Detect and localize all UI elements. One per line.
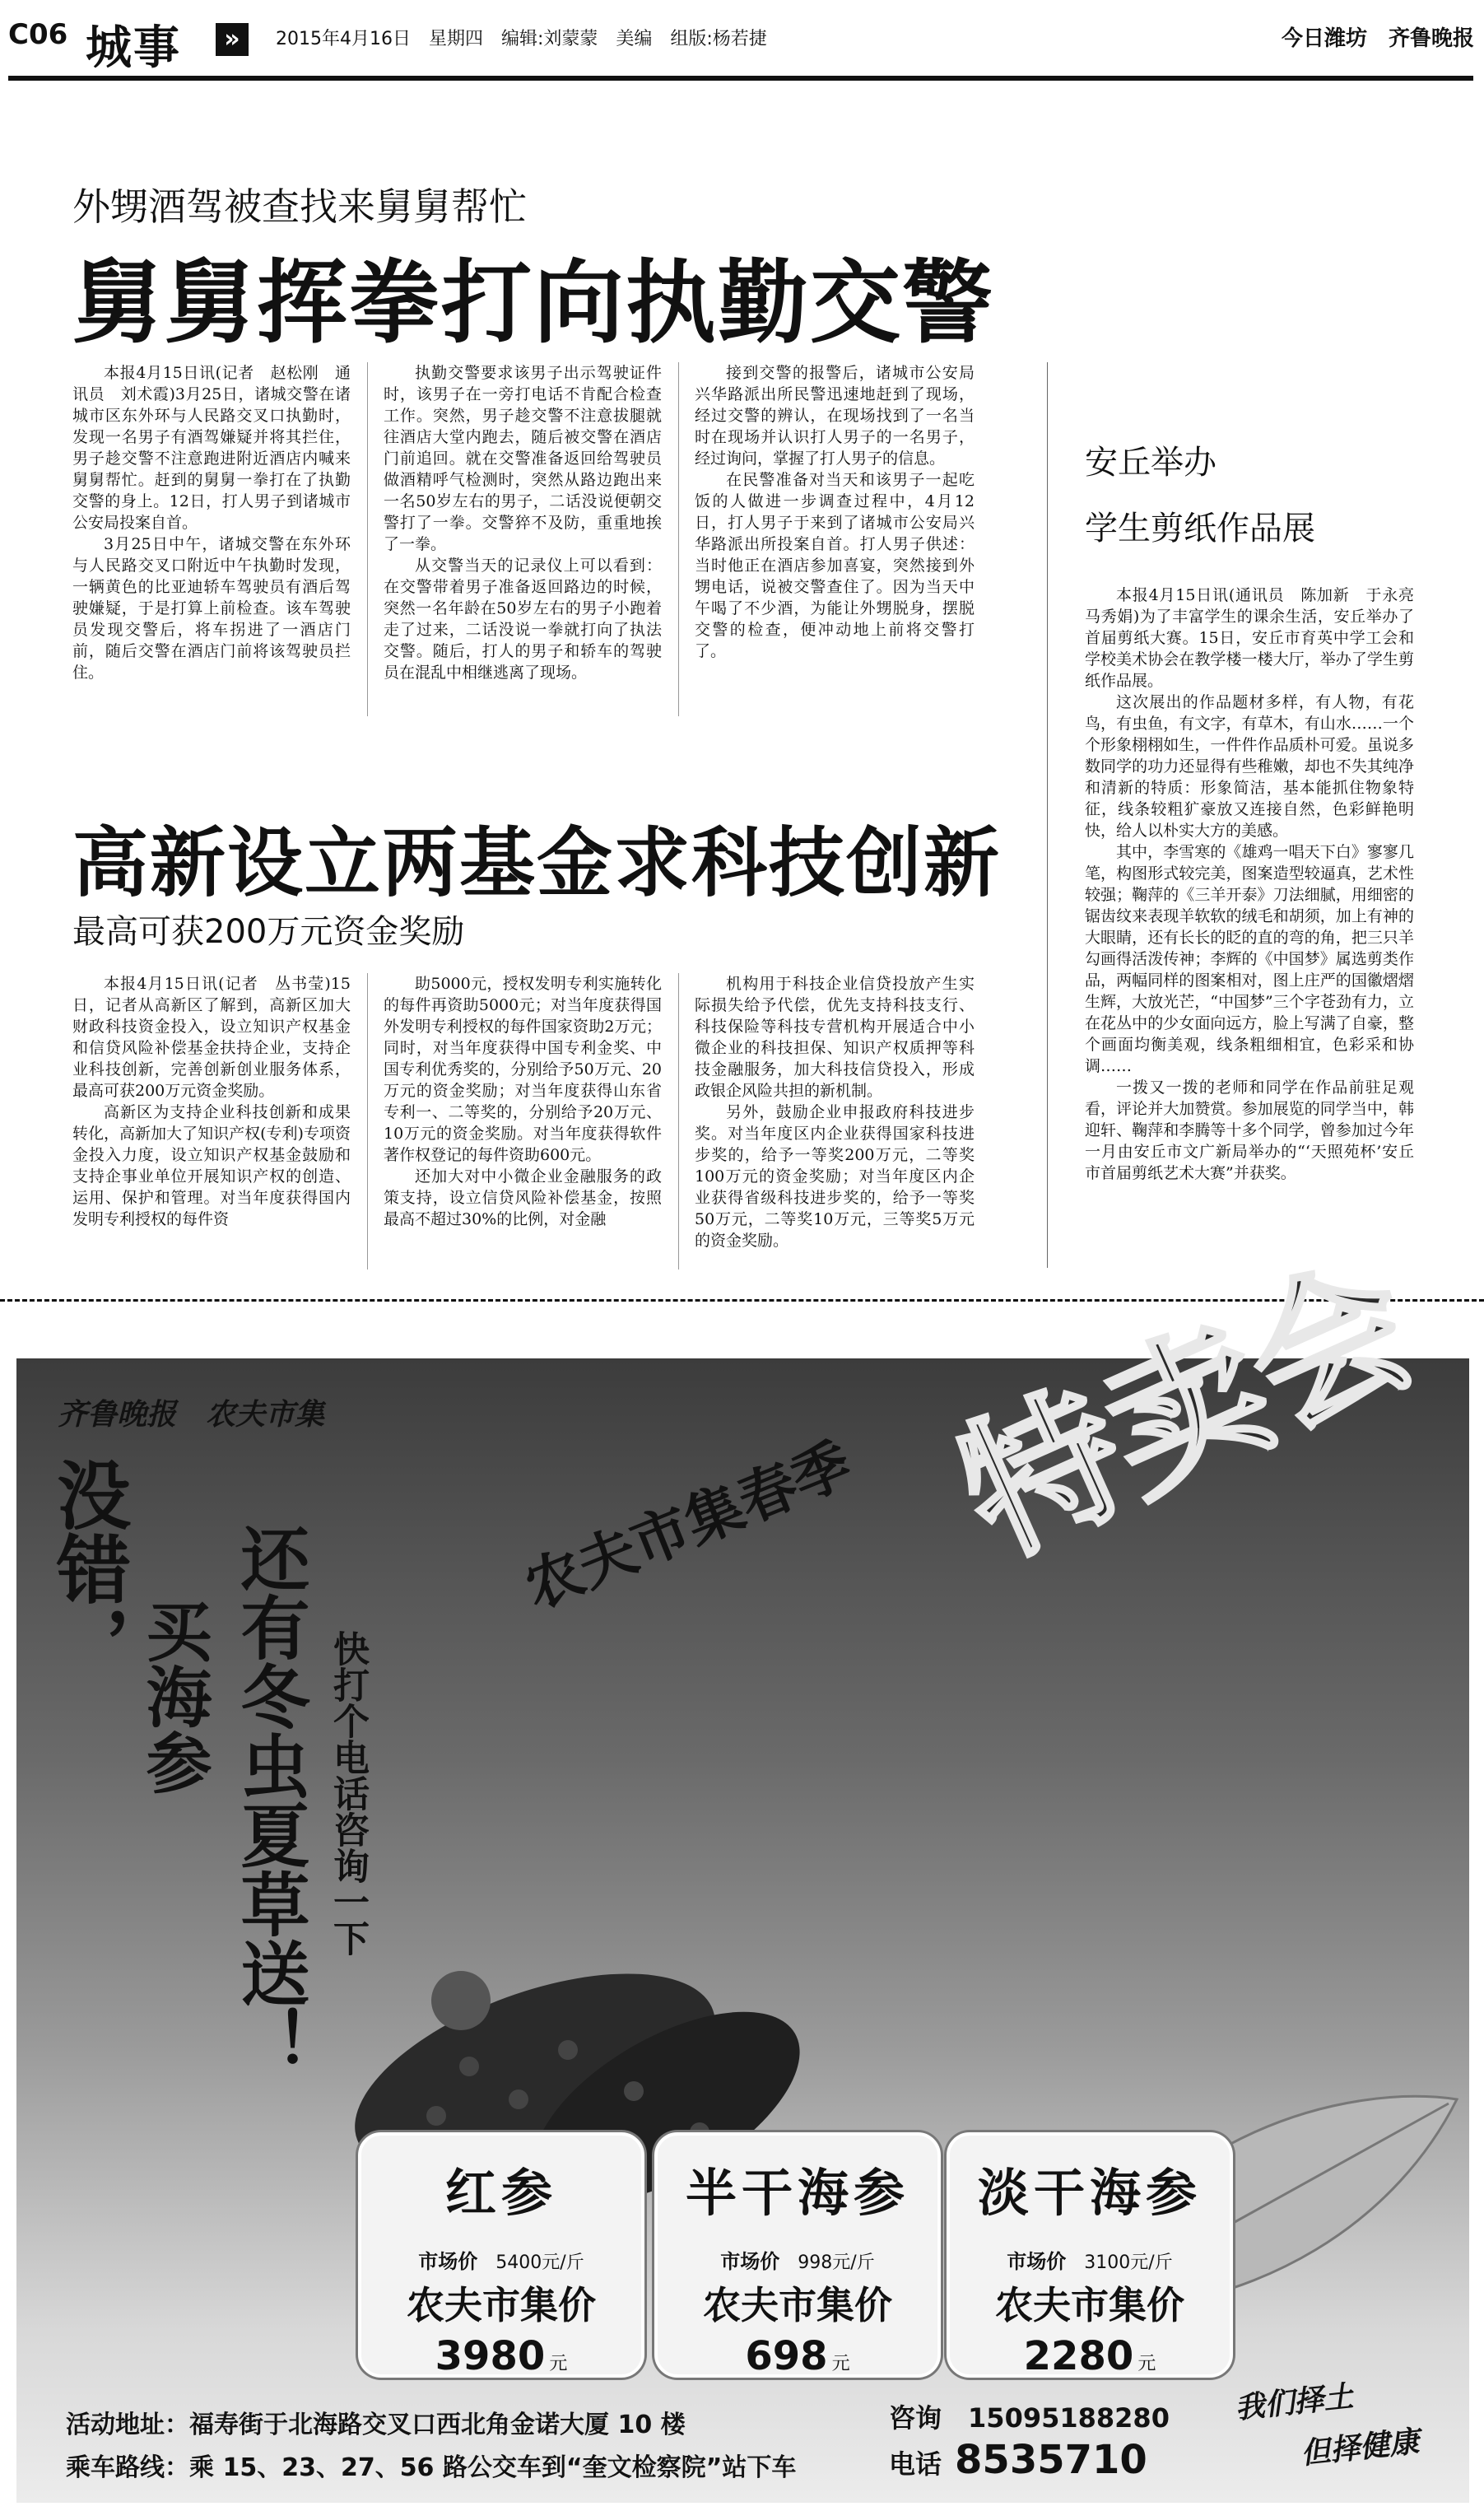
- article1-paragraph: 执勤交警要求该男子出示驾驶证件时，该男子在一旁打电话不肯配合检查工作。突然，男子趁交警不注意拔腿就往酒店大堂内跑去，随后被交警在酒店门前追回。就在交警准备返回给驾驶员做酒精呼气检测时，突然从路边跑出来一名50岁左右的男子，二话没说便朝交警打了一拳。交警猝不及防，重重地挨了一拳。: [384, 364, 662, 553]
- article3-paragraph: 本报4月15日讯(通讯员 陈加新 于永亮 马秀娟)为了丰富学生的课余生活，安丘举办了首届剪纸大赛。15日，安丘市育英中学工会和学校美术协会在教学楼一楼大厅，举办了学生剪纸作品展。: [1085, 586, 1431, 690]
- farm-price-label: 农夫市集价: [995, 2283, 1184, 2327]
- ad-main-title: 农夫市集春季: [514, 1429, 861, 1622]
- sidebar-divider: [1047, 362, 1048, 1268]
- column-divider: [367, 973, 368, 1269]
- article3-paragraph: 其中，李雪寒的《雄鸡一唱天下白》寥寥几笔，构图形式较完美，图案造型较逼真，艺术性较强；鞠萍的《三羊开泰》刀法细腻，用细密的锯齿纹来表现羊软软的绒毛和胡须，加上有神的大眼睛，还有长长的眨的直的弯的角，把三只羊勾画得活泼传神；李辉的《中国梦》属选剪类作品，两幅同样的图案相对，图上庄严的国徽熠熠生辉，大放光芒，“中国梦”三个字苍劲有力，立在花丛中的少女面向远方，脸上写满了自豪，整个画面均衡美观，线条粗细相宜，色彩采和协调……: [1085, 843, 1414, 1075]
- product-name: 红参: [444, 2163, 557, 2223]
- ad-consult: 咨询 15095188280: [889, 2402, 1170, 2434]
- product-name: 淡干海参: [977, 2163, 1202, 2223]
- article1-column-2: [384, 362, 662, 724]
- price-card: [358, 2132, 644, 2378]
- article3-headline-line2: 学生剪纸作品展: [1085, 510, 1315, 547]
- ad-motto-2: 但择健康: [1299, 2425, 1421, 2471]
- ad-motto-1: 我们择土: [1233, 2379, 1356, 2426]
- article3-paragraph: 这次展出的作品题材多样，有人物，有花鸟，有虫鱼，有文字，有草木，有山水……一个个形象栩栩如生，一件件作品质朴可爱。虽说多数同学的功力还显得有些稚嫩，却也不失其纯净和清新的特质：形象简洁，基本能抓住物象特征，线条较粗犷豪放又连接自然，色彩鲜艳明快，给人以朴实大方的美感。: [1085, 693, 1414, 840]
- farm-price: 698 元: [745, 2333, 850, 2379]
- ad-slogan-4: 快打个电话咨询一下: [327, 1630, 369, 1956]
- market-price: 市场价 3100元/斤: [1007, 2250, 1173, 2273]
- ad-phone: 电话 8535710: [889, 2437, 1147, 2483]
- article1-column-3: [695, 362, 975, 724]
- article1-paragraph: 接到交警的报警后，诸城市公安局兴华路派出所民警迅速地赶到了现场，经过交警的辨认，在现场找到了一名当时在现场并认识打人男子的一名男子，经过询问，掌握了打人男子的信息。: [695, 364, 975, 468]
- column-divider: [678, 973, 679, 1269]
- article2-paragraph: 还加大对中小微企业金融服务的政策支持，设立信贷风险补偿基金，按照最高不超过30%的比例，对金融: [384, 1167, 662, 1228]
- article2-paragraph: 另外，鼓励企业申报政府科技进步奖。对当年度区内企业获得国家科技进步奖的，给予一等奖200万元，二等奖100万元的资金奖励；对当年度区内企业获得省级科技进步奖的，给予一等奖50万元，二等奖10万元，三等奖5万元的资金奖励。: [695, 1103, 975, 1250]
- price-card: [947, 2132, 1233, 2378]
- section-arrow-icon: »: [216, 23, 249, 56]
- farm-price: 2280 元: [1023, 2333, 1156, 2379]
- article1-headline: 舅舅挥拳打向执勤交警: [72, 250, 994, 356]
- column-divider: [367, 362, 368, 716]
- section-title: 城事: [86, 21, 181, 75]
- article2-paragraph: 本报4月15日讯(记者 丛书莹)15日，记者从高新区了解到，高新区加大财政科技资金投入，设立知识产权基金和信贷风险补偿基金扶持企业，支持企业科技创新，完善创新创业服务体系，最高可获200万元资金奖励。: [72, 975, 351, 1100]
- column-divider: [678, 362, 679, 716]
- article2-column-1: [72, 973, 351, 1278]
- article3-body: [1085, 585, 1431, 1276]
- article1-column-1: [72, 362, 351, 724]
- ad-route: 乘车路线：乘 15、23、27、56 路公交车到“奎文检察院”站下车: [66, 2453, 797, 2482]
- article1-paragraph: 本报4月15日讯(记者 赵松刚 通讯员 刘术霞)3月25日，诸城交警在诸城市区东外环与人民路交叉口执勤时，发现一名男子有酒驾嫌疑并将其拦住，男子趁交警不注意跑进附近酒店内喊来舅舅帮忙。赶到的舅舅一拳打在了执勤交警的身上。12日，打人男子到诸城市公安局投案自首。: [72, 364, 351, 532]
- article2-column-2: [384, 973, 662, 1278]
- ad-slogan-2: 买海参: [135, 1597, 212, 1795]
- page-header: [0, 0, 1484, 82]
- header-divider: [8, 76, 1473, 81]
- farm-price: 3980 元: [435, 2333, 568, 2379]
- market-price: 市场价 998元/斤: [720, 2250, 875, 2273]
- advertisement: [16, 1232, 1469, 2503]
- article1-paragraph: 3月25日中午，诸城交警在东外环与人民路交叉口附近中午执勤时发现，一辆黄色的比亚迪轿车驾驶员有酒后驾驶嫌疑，于是打算上前检查。该车驾驶员发现交警后，将车拐进了一酒店门前，随后交警在酒店门前将该驾驶员拦住。: [72, 535, 351, 682]
- article2-paragraph: 助5000元，授权发明专利实施转化的每件再资助5000元；对当年度获得国外发明专利授权的每件国家资助2万元；同时，对当年度获得中国专利金奖、中国专利优秀奖的，分别给予50万元、20万元的资金奖励；对当年度获得山东省专利一、二等奖的，分别给予20万元、10万元的资金奖励。对当年度获得软件著作权登记的每件资助600元。: [384, 975, 662, 1164]
- article1-paragraph: 从交警当天的记录仪上可以看到：在交警带着男子准备返回路边的时候，突然一名年龄在50岁左右的男子小跑着走了过来，二话没说一拳就打向了执法交警。随后，打人的男子和轿车的驾驶员在混乱中相继逃离了现场。: [384, 557, 662, 682]
- page-number: C06: [8, 18, 68, 51]
- article2-paragraph: 机构用于科技企业信贷投放产生实际损失给予代偿，优先支持科技支行、科技保险等科技专营机构开展适合中小微企业的科技担保、知识产权质押等科技金融服务，加大科技信贷投入，形成政银企风险共担的新机制。: [695, 975, 975, 1100]
- ad-big-title: 特卖会: [936, 1232, 1439, 1590]
- article2-subhead: 最高可获200万元资金奖励: [72, 913, 465, 951]
- article3-headline-line1: 安丘举办: [1085, 444, 1217, 482]
- article2-paragraph: 高新区为支持企业科技创新和成果转化，高新加大了知识产权(专利)专项资金投入力度，设立知识产权基金鼓励和支持企事业单位开展知识产权的创造、运用、保护和管理。对当年度获得国内发明专利授权的每件资: [72, 1103, 351, 1228]
- article3-paragraph: 一拨又一拨的老师和同学在作品前驻足观看，评论并大加赞赏。参加展览的同学当中，韩迎轩、鞠萍和李腾等十多个同学，曾参加过今年一月由安丘市文广新局举办的“‘天照苑杯’安丘市首届剪纸艺术大赛”并获奖。: [1085, 1078, 1414, 1182]
- paper-masthead: 今日潍坊 齐鲁晚报: [1281, 26, 1474, 51]
- ad-brand: 齐鲁晚报 农夫市集: [58, 1398, 325, 1432]
- article1-kicker: 外甥酒驾被查找来舅舅帮忙: [72, 184, 527, 229]
- product-name: 半干海参: [685, 2163, 909, 2223]
- ad-address: 活动地址：福寿街于北海路交叉口西北角金诺大厦 10 楼: [66, 2411, 686, 2439]
- ad-slogan-1: 没错，: [44, 1457, 130, 1679]
- issue-meta: 2015年4月16日 星期四 编辑:刘蒙蒙 美编 组版:杨若捷: [276, 29, 767, 49]
- article2-headline: 高新设立两基金求科技创新: [72, 819, 1002, 907]
- article2-column-3: [695, 973, 975, 1278]
- ad-slogan-3: 还有冬虫夏草送！: [230, 1523, 310, 2076]
- market-price: 市场价 5400元/斤: [418, 2250, 584, 2273]
- farm-price-label: 农夫市集价: [703, 2283, 892, 2327]
- article1-paragraph: 在民警准备对当天和该男子一起吃饭的人做进一步调查过程中，4月12日，打人男子于来到了诸城市公安局兴华路派出所投案自首。打人男子供述：当时他正在酒店参加喜宴，突然接到外甥电话，说被交警查住了。因为当天中午喝了不少酒，为能让外甥脱身，摆脱交警的检查，便冲动地上前将交警打了。: [695, 471, 975, 660]
- farm-price-label: 农夫市集价: [407, 2283, 596, 2327]
- price-card: [654, 2132, 941, 2378]
